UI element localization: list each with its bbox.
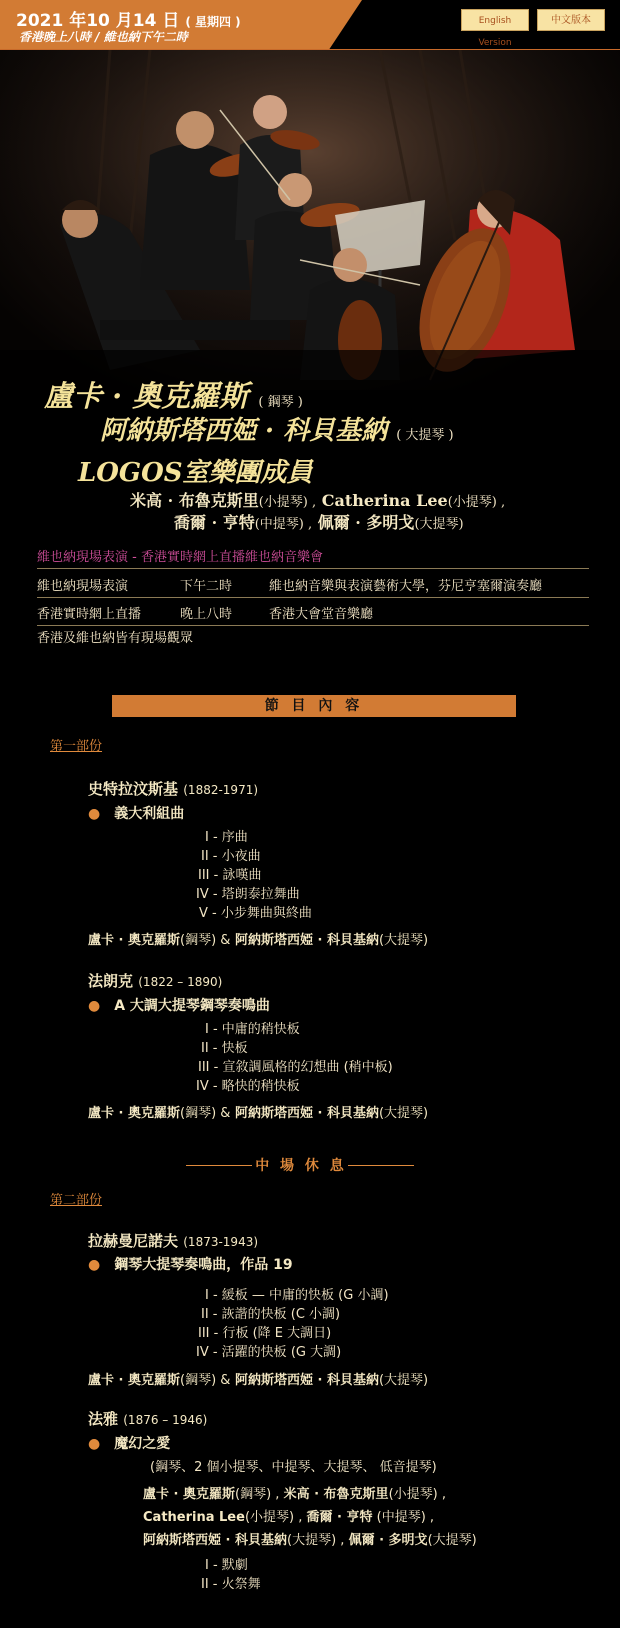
- work-title: ● 魔幻之愛: [88, 1436, 171, 1452]
- composer-franck: 法朗克 (1822 – 1890): [88, 972, 223, 990]
- movement: IV - 塔朗泰拉舞曲: [196, 887, 300, 902]
- movement: II - 詼諧的快板 (C 小調): [201, 1307, 341, 1322]
- live-row-type: 香港實時網上直播: [37, 607, 142, 622]
- live-row-venue: 香港大會堂音樂廳: [269, 607, 374, 622]
- performers-line: 盧卡 · 奧克羅斯(鋼琴) , 米高 · 布魯克斯里(小提琴) ,: [143, 1487, 446, 1502]
- bullet-icon: ●: [88, 806, 101, 822]
- live-row-type: 維也納現場表演: [37, 579, 129, 594]
- composer-rachmaninoff: 拉赫曼尼諾夫 (1873-1943): [88, 1232, 259, 1250]
- movement: I - 中庸的稍快板: [205, 1022, 300, 1037]
- composer-falla: 法雅 (1876 – 1946): [88, 1410, 208, 1428]
- audience-notice: 香港及維也納皆有現場觀眾: [37, 631, 194, 646]
- table-divider: [37, 568, 589, 569]
- performers-line: 阿納斯塔西婭 · 科貝基納(大提琴) , 佩爾 · 多明戈(大提琴): [143, 1533, 477, 1548]
- movement: II - 火祭舞: [201, 1577, 261, 1592]
- concert-times: 香港晚上八時 / 維也納下午二時: [19, 30, 188, 44]
- bullet-icon: ●: [88, 998, 101, 1014]
- movement: II - 快板: [201, 1041, 248, 1056]
- interval-label: 中 場 休 息: [255, 1158, 347, 1174]
- ensemble-members-line1: 米高 · 布魯克斯里(小提琴) , Catherina Lee(小提琴) ,: [130, 491, 506, 510]
- interval-line-right: [348, 1165, 414, 1166]
- movement: I - 序曲: [205, 830, 248, 845]
- concert-date: 2021 年10 月14 日 ( 星期四 ): [16, 11, 241, 31]
- table-divider: [37, 625, 589, 626]
- performer-cellist: 阿納斯塔西婭 · 科貝基納 ( 大提琴 ): [100, 416, 454, 446]
- programme-title: 節 目 內 容: [112, 695, 516, 717]
- performers-line: 盧卡 · 奧克羅斯(鋼琴) & 阿納斯塔西婭 · 科貝基納(大提琴): [88, 933, 429, 948]
- movement: II - 小夜曲: [201, 849, 261, 864]
- movement: V - 小步舞曲與終曲: [199, 906, 312, 921]
- ensemble-name: LOGOS室樂團成員: [78, 458, 313, 488]
- part-one-link[interactable]: 第一部份: [50, 739, 103, 754]
- performers-line: 盧卡 · 奧克羅斯(鋼琴) & 阿納斯塔西婭 · 科貝基納(大提琴): [88, 1373, 429, 1388]
- live-row-time: 晚上八時: [180, 607, 233, 622]
- movement: IV - 略快的稍快板: [196, 1079, 300, 1094]
- part-two-link[interactable]: 第二部份: [50, 1193, 103, 1208]
- movement: III - 宣敘調風格的幻想曲 (稍中板): [198, 1060, 393, 1075]
- bullet-icon: ●: [88, 1257, 101, 1273]
- performer-pianist: 盧卡 · 奧克羅斯 ( 鋼琴 ): [44, 379, 303, 413]
- bullet-icon: ●: [88, 1436, 101, 1452]
- live-row-time: 下午二時: [180, 579, 233, 594]
- movement: III - 行板 (降 E 大調日): [198, 1326, 332, 1341]
- movement: I - 默劇: [205, 1558, 248, 1573]
- movement: IV - 活躍的快板 (G 大調): [196, 1345, 342, 1360]
- live-row-venue: 維也納音樂與表演藝術大學，芬尼亨塞爾演奏廳: [269, 579, 543, 594]
- work-title: ● 義大利組曲: [88, 806, 185, 822]
- instrumentation: (鋼琴、2 個小提琴、中提琴、大提琴、 低音提琴): [150, 1460, 437, 1475]
- work-title: ● A 大調大提琴鋼琴奏鳴曲: [88, 998, 270, 1014]
- musicians-illustration: [0, 50, 620, 390]
- performers-line: 盧卡 · 奧克羅斯(鋼琴) & 阿納斯塔西婭 · 科貝基納(大提琴): [88, 1106, 429, 1121]
- musicians-photo: [0, 50, 620, 390]
- performers-line: Catherina Lee(小提琴) , 喬爾 · 亨特 (中提琴) ,: [143, 1510, 435, 1525]
- composer-stravinsky: 史特拉汶斯基 (1882-1971): [88, 780, 259, 798]
- live-performance-heading: 維也納現場表演 - 香港實時網上直播維也納音樂會: [37, 550, 323, 565]
- ensemble-members-line2: 喬爾 · 亨特(中提琴) , 佩爾 · 多明戈(大提琴): [174, 513, 464, 532]
- movement: I - 緩板 — 中庸的快板 (G 小調): [205, 1288, 389, 1303]
- english-version-button[interactable]: English Version: [461, 9, 529, 31]
- table-divider: [37, 597, 589, 598]
- movement: III - 詠嘆曲: [198, 868, 262, 883]
- chinese-version-button[interactable]: 中文版本: [537, 9, 605, 31]
- work-title: ● 鋼琴大提琴奏鳴曲，作品 19: [88, 1257, 293, 1273]
